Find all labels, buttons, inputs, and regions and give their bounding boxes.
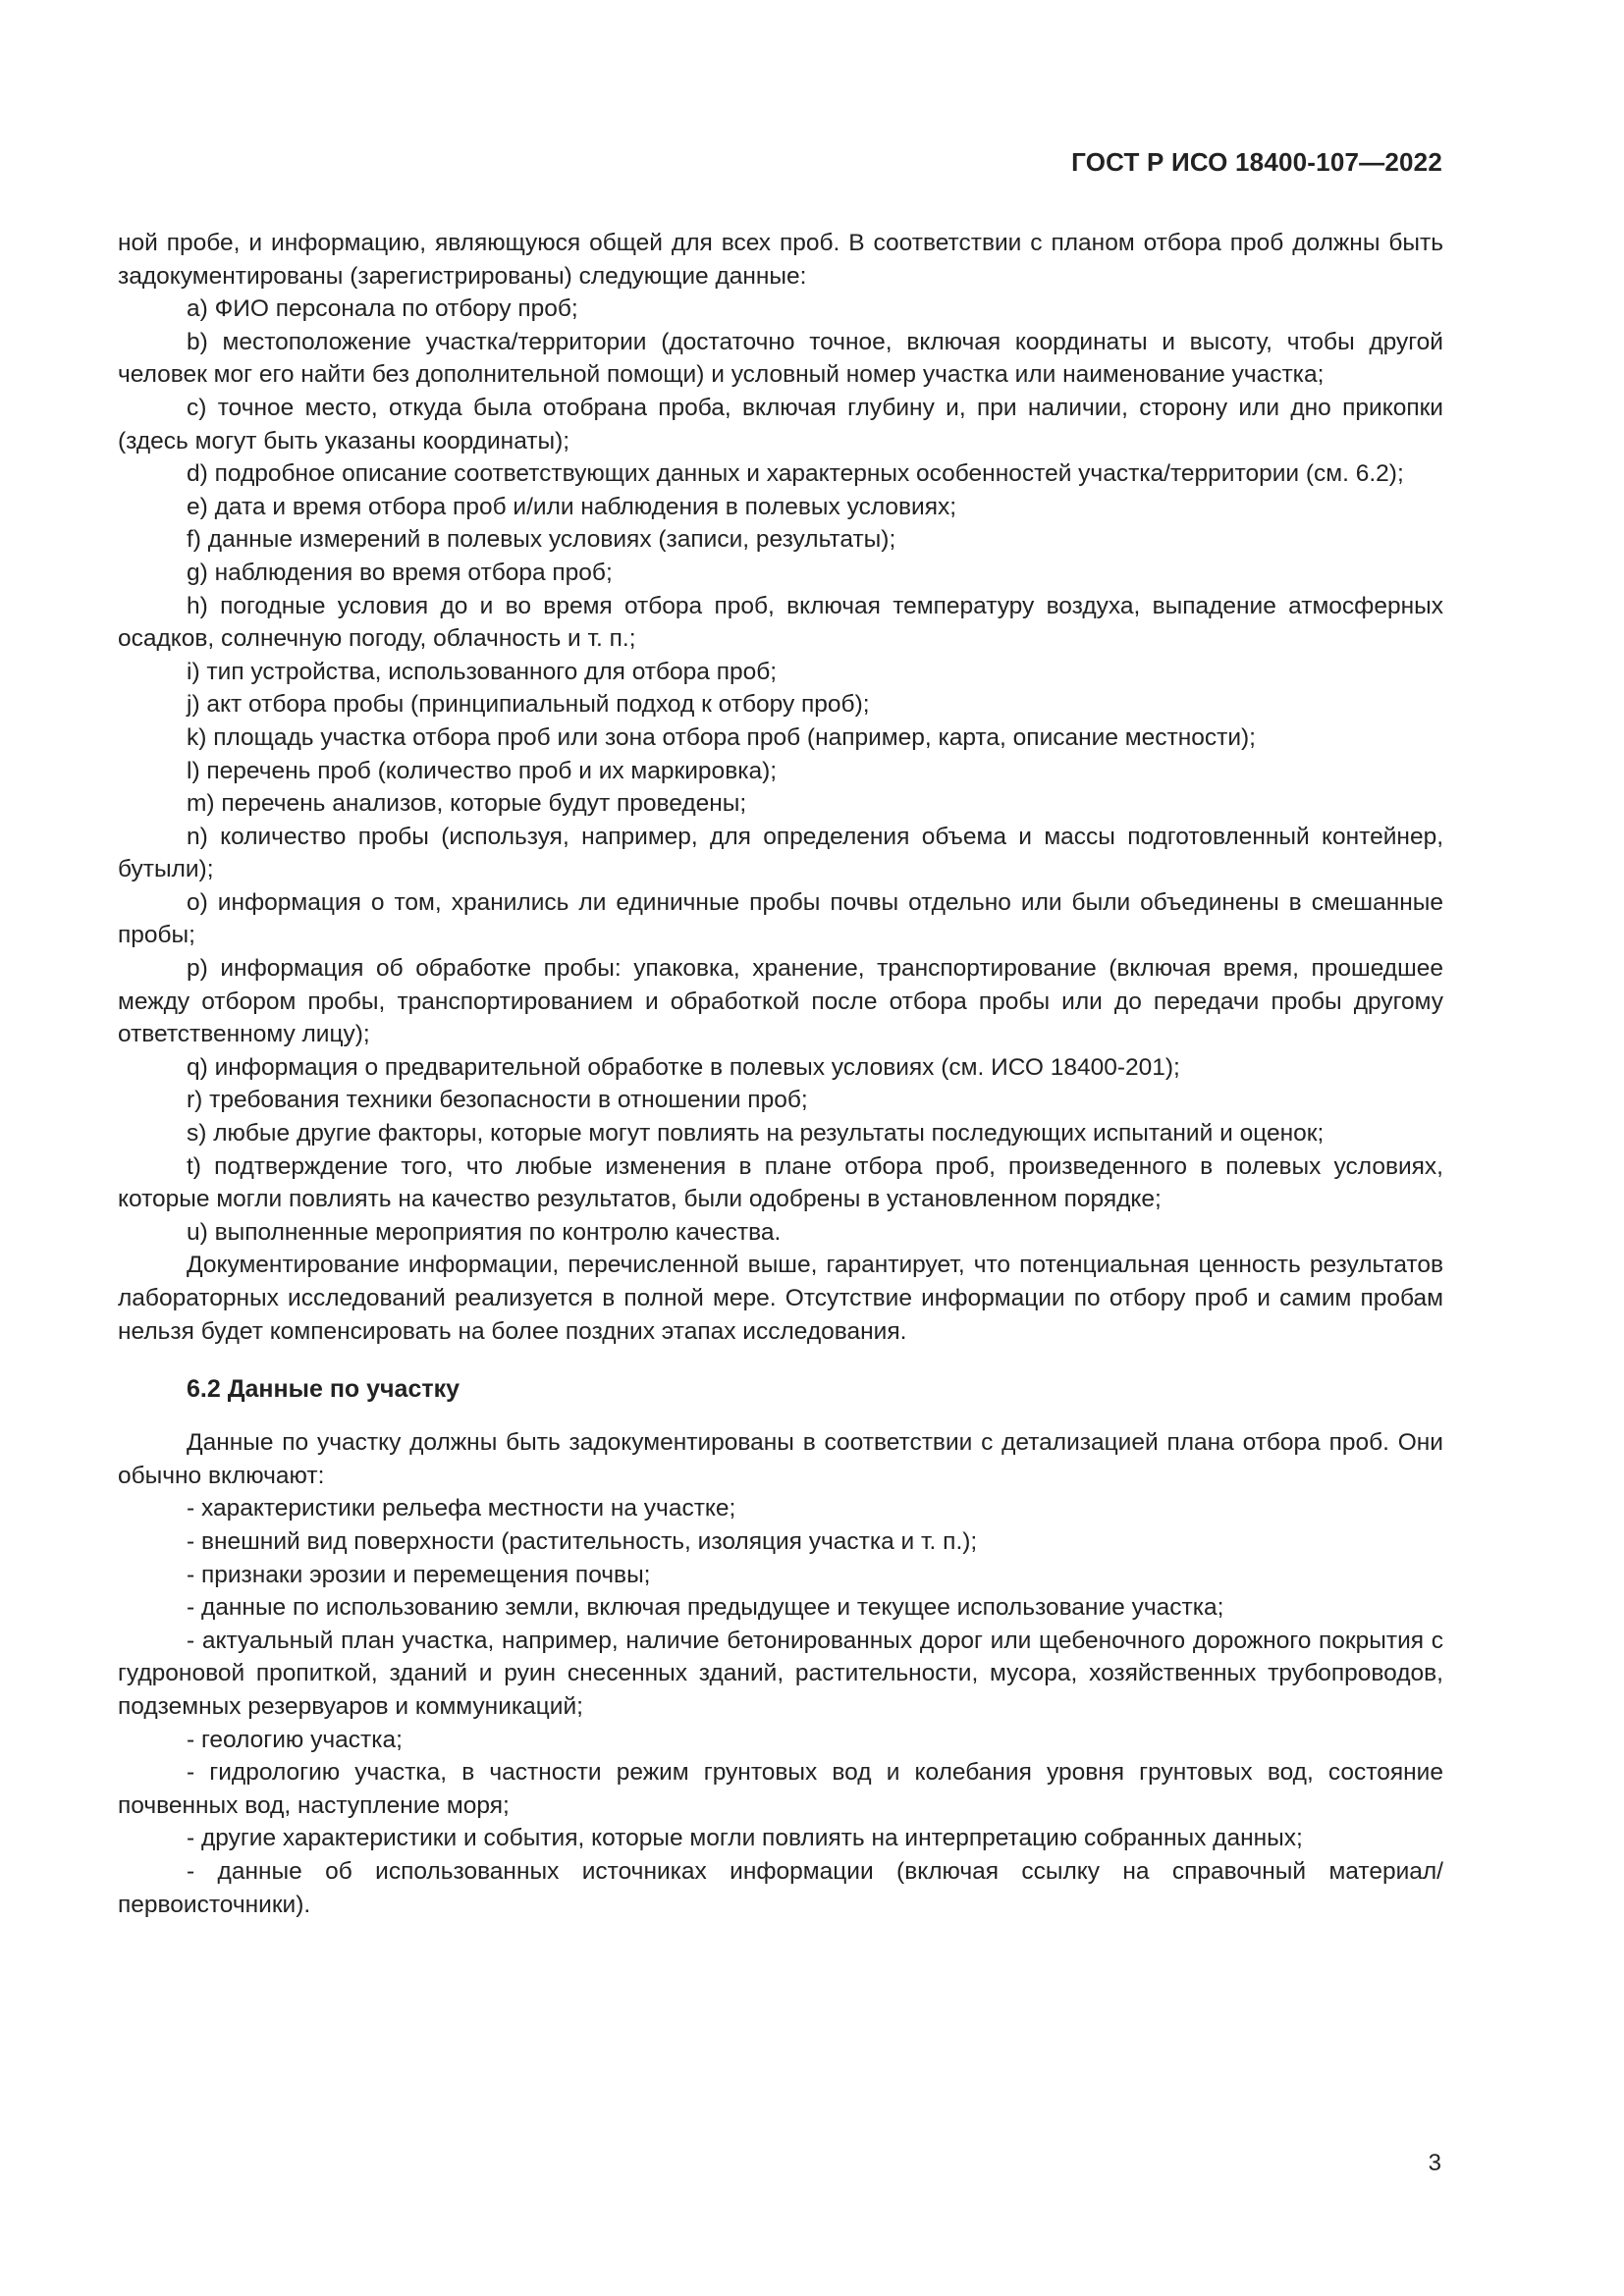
list-item-o: o) информация о том, хранились ли единичные пробы почвы отдельно или были объединены в смешанные пробы; (118, 888, 1443, 949)
section-item: - характеристики рельефа местности на участке; (187, 1495, 736, 1522)
list-item-r: r) требования техники безопасности в отношении проб; (187, 1087, 808, 1114)
list-item-p: p) информация об обработке пробы: упаковка, хранение, транспортирование (включая время, прошедшее между отбором пробы, транспортированием и обработкой после отбора пробы или до передачи пробы другому ответственному лицу); (118, 955, 1443, 1048)
list-item-t: t) подтверждение того, что любые изменения в плане отбора проб, произведенного в полевых условиях, которые могли повлиять на качество результатов, были одобрены в установленном порядке; (118, 1152, 1443, 1213)
list-item-b: b) местоположение участка/территории (достаточно точное, включая координаты и высоту, чтобы другой человек мог его найти без дополнительной помощи) и условный номер участка или наименование участка; (118, 328, 1443, 389)
section-item: - геологию участка; (187, 1726, 403, 1753)
list-item-k: k) площадь участка отбора проб или зона отбора проб (например, карта, описание местности); (187, 723, 1256, 751)
section-item: - признаки эрозии и перемещения почвы; (187, 1561, 651, 1588)
list-item-m: m) перечень анализов, которые будут проведены; (187, 790, 747, 818)
list-item-h: h) погодные условия до и во время отбора проб, включая температуру воздуха, выпадение атмосферных осадков, солнечную погоду, облачность и т. п.; (118, 592, 1443, 653)
document-code-header: ГОСТ Р ИСО 18400-107—2022 (1071, 147, 1442, 177)
list-item-c: c) точное место, откуда была отобрана проба, включая глубину и, при наличии, сторону или дно прикопки (здесь могут быть указаны координаты); (118, 394, 1443, 454)
page-content (118, 227, 1443, 1921)
section-item: - данные по использованию земли, включая предыдущее и текущее использование участка; (187, 1594, 1224, 1622)
section-item: - другие характеристики и события, которые могли повлиять на интерпретацию собранных данных; (187, 1825, 1303, 1852)
list-item-e: e) дата и время отбора проб и/или наблюдения в полевых условиях; (187, 493, 957, 520)
page-number: 3 (1428, 2150, 1441, 2176)
section-heading: 6.2 Данные по участку (187, 1375, 460, 1404)
list-item-i: i) тип устройства, использованного для отбора проб; (187, 658, 778, 685)
section-item: - гидрологию участка, в частности режим грунтовых вод и колебания уровня грунтовых вод, состояние почвенных вод, наступление моря; (118, 1759, 1443, 1819)
list-item-s: s) любые другие факторы, которые могут повлиять на результаты последующих испытаний и оценок; (187, 1120, 1325, 1148)
list-item-n: n) количество пробы (используя, например, для определения объема и массы подготовленный контейнер, бутыли); (118, 823, 1443, 883)
section-intro: Данные по участку должны быть задокументированы в соответствии с детализацией плана отбора проб. Они обычно включают: (118, 1429, 1443, 1489)
list-item-a: a) ФИО персонала по отбору проб; (187, 295, 578, 323)
list-item-l: l) перечень проб (количество проб и их маркировка); (187, 757, 778, 784)
section-item: - внешний вид поверхности (растительность, изоляция участка и т. п.); (187, 1527, 978, 1555)
list-item-q: q) информация о предварительной обработке в полевых условиях (см. ИСО 18400-201); (187, 1053, 1180, 1081)
intro-paragraph: ной пробе, и информацию, являющуюся общей для всех проб. В соответствии с планом отбора проб должны быть задокументированы (зарегистрированы) следующие данные: (118, 230, 1443, 290)
section-item: - актуальный план участка, например, наличие бетонированных дорог или щебеночного дорожного покрытия с гудроновой пропиткой, зданий и руин снесенных зданий, растительности, мусора, хозяйственных трубопроводов, подземных резервуаров и коммуникаций; (118, 1627, 1443, 1720)
list-item-g: g) наблюдения во время отбора проб; (187, 559, 613, 586)
list-item-d: d) подробное описание соответствующих данных и характерных особенностей участка/территории (см. 6.2); (187, 460, 1404, 488)
section-item: - данные об использованных источниках информации (включая ссылку на справочный материал/первоисточники). (118, 1857, 1443, 1918)
list-item-j: j) акт отбора пробы (принципиальный подход к отбору проб); (187, 691, 870, 719)
summary-paragraph: Документирование информации, перечисленной выше, гарантирует, что потенциальная ценность результатов лабораторных исследований реализуется в полной мере. Отсутствие информации по отбору проб и самим пробам нельзя будет компенсировать на более поздних этапах исследования. (118, 1252, 1443, 1345)
list-item-u: u) выполненные мероприятия по контролю качества. (187, 1218, 782, 1246)
list-item-f: f) данные измерений в полевых условиях (записи, результаты); (187, 526, 896, 554)
